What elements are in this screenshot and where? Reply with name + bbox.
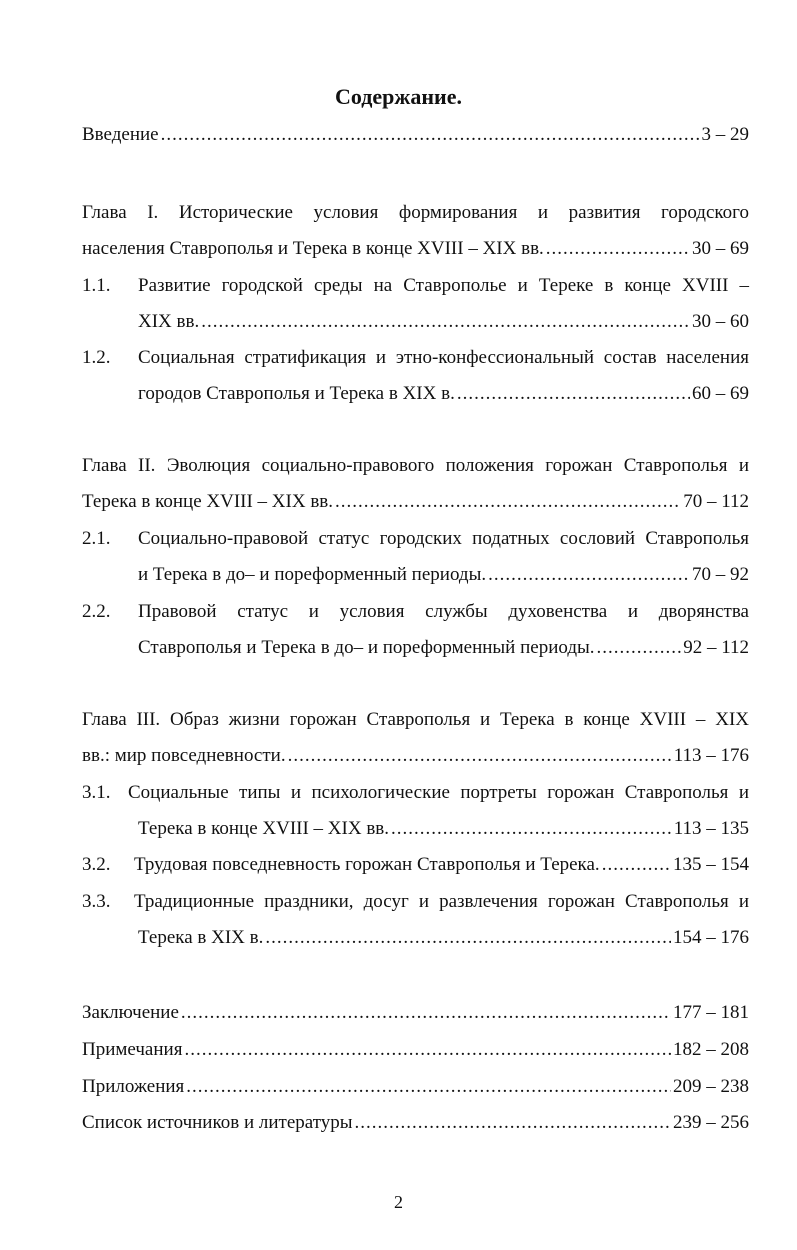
toc-label: Терека в конце XVIII – XIX вв. [138,818,390,839]
toc-entry-sources [82,1111,749,1135]
toc-label: Примечания [82,1039,183,1060]
section-number: 1.2. [82,347,111,368]
section-number: 3.2. [82,854,111,875]
leader-dots [488,563,690,587]
toc-pages: 154 – 176 [673,927,749,948]
toc-label: Трудовая повседневность горожан Ставрополья и Терека. [134,854,600,875]
leader-dots [335,490,681,514]
leader-dots [602,853,671,877]
toc-pages: 92 – 112 [683,637,749,658]
leader-dots [597,636,682,660]
toc-entry-intro [82,123,749,147]
toc-label: и Терека в до– и пореформенный периоды. [138,564,487,585]
toc-entry-chapter-2 [82,490,749,514]
toc-entry-section-1-2 [138,382,749,406]
toc-pages: 135 – 154 [673,854,749,875]
section-number: 3.1. [82,782,111,803]
toc-label: Список источников и литературы [82,1112,353,1133]
page-number: 2 [394,1192,403,1212]
toc-label: населения Ставрополья и Терека в конце XVIII – XIX вв. [82,238,544,259]
toc-label: Терека в XIX в. [138,927,264,948]
toc-pages: 182 – 208 [673,1039,749,1060]
toc-entry-conclusion [82,1001,749,1025]
leader-dots [546,237,690,261]
section-number: 2.2. [82,601,111,622]
toc-entry-section-3-1 [138,817,749,841]
leader-dots [457,382,690,406]
chapter-2-line-1: Глава II. Эволюция социально-правового положения горожан Ставрополья и [82,455,749,476]
section-2-1-line-1: Социально-правовой статус городских податных сословий Ставрополья [138,528,749,549]
toc-pages: 60 – 69 [692,383,749,404]
toc-entry-chapter-1 [82,237,749,261]
section-1-2-line-1: Социальная стратификация и этно-конфессиональный состав населения [138,347,749,368]
leader-dots [201,310,690,334]
toc-label: Заключение [82,1002,179,1023]
leader-dots [265,926,671,950]
toc-label: Приложения [82,1076,185,1097]
section-1-1-line-1: Развитие городской среды на Ставрополье и Тереке в конце XVIII – [138,275,749,296]
toc-entry-section-3-3 [138,926,749,950]
chapter-1-line-1: Глава I. Исторические условия формирования и развития городского [82,202,749,223]
toc-entry-section-2-2 [138,636,749,660]
toc-label: XIX вв. [138,311,200,332]
leader-dots [184,1038,671,1062]
toc-label: Введение [82,124,159,145]
section-number: 1.1. [82,275,111,296]
toc-pages: 209 – 238 [673,1076,749,1097]
toc-pages: 239 – 256 [673,1112,749,1133]
toc-entry-section-3-2 [134,853,749,877]
section-3-1-line-1: Социальные типы и психологические портреты горожан Ставрополья и [128,782,749,803]
toc-pages: 70 – 92 [692,564,749,585]
leader-dots [181,1001,671,1025]
toc-pages: 30 – 60 [692,311,749,332]
toc-pages: 177 – 181 [673,1002,749,1023]
toc-label: вв.: мир повседневности. [82,745,286,766]
toc-label: Терека в конце XVIII – XIX вв. [82,491,334,512]
leader-dots [186,1075,671,1099]
chapter-3-line-1: Глава III. Образ жизни горожан Ставрополья и Терека в конце XVIII – XIX [82,709,749,730]
leader-dots [288,744,672,768]
leader-dots [391,817,672,841]
toc-entry-section-1-1 [138,310,749,334]
page-title: Содержание. [335,84,462,109]
toc-entry-section-2-1 [138,563,749,587]
toc-pages: 3 – 29 [701,124,749,145]
toc-pages: 30 – 69 [692,238,749,259]
toc-label: городов Ставрополья и Терека в XIX в. [138,383,455,404]
toc-entry-notes [82,1038,749,1062]
section-2-2-line-1: Правовой статус и условия службы духовенства и дворянства [138,601,749,622]
toc-label: Ставрополья и Терека в до– и пореформенный периоды. [138,637,595,658]
toc-entry-chapter-3 [82,744,749,768]
toc-pages: 113 – 176 [673,745,749,766]
toc-pages: 113 – 135 [673,818,749,839]
section-number: 3.3. [82,891,111,912]
section-number: 2.1. [82,528,111,549]
toc-entry-appendices [82,1075,749,1099]
toc-pages: 70 – 112 [683,491,749,512]
leader-dots [355,1111,671,1135]
leader-dots [161,123,700,147]
section-3-3-line-1: Традиционные праздники, досуг и развлечения горожан Ставрополья и [134,891,749,912]
